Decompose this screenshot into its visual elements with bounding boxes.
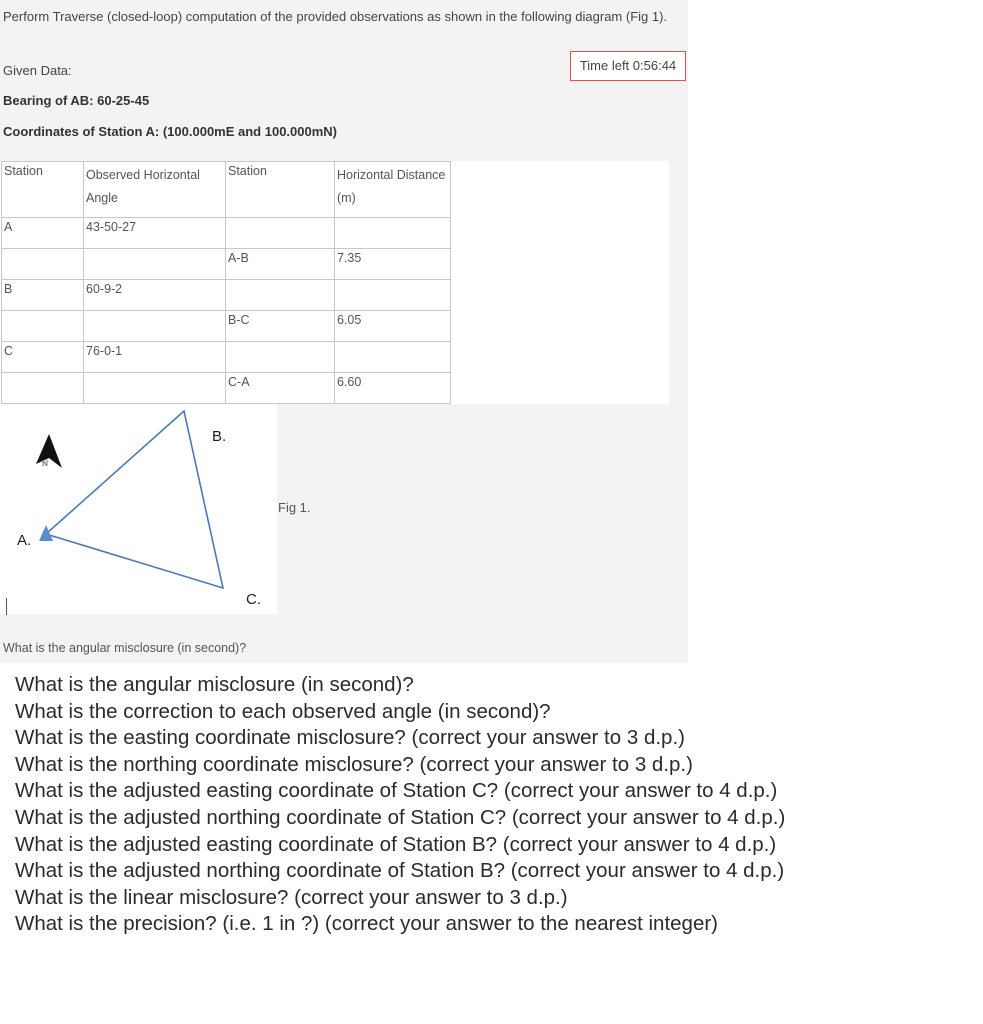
cell-angle	[84, 249, 226, 280]
header-horizontal-distance: Horizontal Distance (m)	[335, 162, 451, 218]
cell-angle	[84, 373, 226, 404]
list-item: What is the adjusted easting coordinate of Station C? (correct your answer to 4 d.p.)	[15, 779, 778, 803]
north-label: N	[42, 459, 48, 468]
table-row	[2, 342, 451, 373]
list-item: What is the adjusted easting coordinate of Station B? (correct your answer to 4 d.p.)	[15, 832, 777, 856]
cell-distance: 6.60	[335, 373, 451, 404]
cell-angle: 60-9-2	[84, 280, 226, 311]
traverse-figure	[0, 404, 277, 614]
question-intro: Perform Traverse (closed-loop) computation of the provided observations as shown in the following diagram (Fig 1).	[3, 9, 668, 24]
cell-station	[2, 249, 84, 280]
current-question: What is the angular misclosure (in second)?	[3, 641, 247, 655]
cell-angle	[84, 311, 226, 342]
cell-angle: 43-50-27	[84, 218, 226, 249]
cell-station: B	[2, 280, 84, 311]
table-row	[2, 249, 451, 280]
time-left-badge: Time left 0:56:44	[570, 51, 686, 81]
station-a-marker	[39, 525, 53, 541]
cell-station: A	[2, 218, 84, 249]
cell-distance: 6.05	[335, 311, 451, 342]
figure-caption: Fig 1.	[278, 500, 311, 515]
text-cursor	[6, 598, 7, 615]
question-list	[15, 672, 785, 938]
table-row	[2, 218, 451, 249]
cell-line: C-A	[226, 373, 335, 404]
cell-distance	[335, 218, 451, 249]
observations-table	[1, 161, 451, 404]
station-c-label: C.	[246, 591, 261, 608]
cell-line	[226, 280, 335, 311]
table-row	[2, 311, 451, 342]
cell-distance	[335, 280, 451, 311]
cell-line: B-C	[226, 311, 335, 342]
station-a-coordinates: Coordinates of Station A: (100.000mE and 100.000mN)	[3, 124, 338, 139]
list-item: What is the precision? (i.e. 1 in ?) (correct your answer to the nearest integer)	[15, 912, 719, 936]
cell-distance	[335, 342, 451, 373]
list-item: What is the angular misclosure (in second)?	[15, 673, 414, 696]
table-row	[2, 373, 451, 404]
header-station-line: Station	[226, 162, 335, 218]
cell-line: A-B	[226, 249, 335, 280]
traverse-diagram	[0, 404, 277, 614]
table-row	[2, 280, 451, 311]
list-item: What is the easting coordinate misclosure? (correct your answer to 3 d.p.)	[15, 726, 685, 750]
cell-station	[2, 311, 84, 342]
cell-line	[226, 342, 335, 373]
station-b-label: B.	[212, 428, 227, 445]
cell-station: C	[2, 342, 84, 373]
cell-distance: 7.35	[335, 249, 451, 280]
list-item: What is the northing coordinate misclosure? (correct your answer to 3 d.p.)	[15, 752, 693, 776]
list-item: What is the adjusted northing coordinate of Station C? (correct your answer to 4 d.p.)	[15, 805, 786, 829]
station-a-label: A.	[17, 532, 32, 549]
list-item: What is the adjusted northing coordinate of Station B? (correct your answer to 4 d.p.)	[15, 859, 785, 883]
table-header-row	[2, 162, 451, 218]
header-observed-angle: Observed Horizontal Angle	[84, 162, 226, 218]
header-station: Station	[2, 162, 84, 218]
list-item: What is the linear misclosure? (correct your answer to 3 d.p.)	[15, 885, 568, 909]
given-data-label: Given Data:	[3, 63, 72, 78]
bearing-ab: Bearing of AB: 60-25-45	[3, 93, 150, 108]
north-arrow-icon	[36, 434, 62, 468]
traverse-line	[46, 411, 223, 588]
list-item: What is the correction to each observed angle (in second)?	[15, 699, 551, 723]
cell-line	[226, 218, 335, 249]
cell-station	[2, 373, 84, 404]
cell-angle: 76-0-1	[84, 342, 226, 373]
